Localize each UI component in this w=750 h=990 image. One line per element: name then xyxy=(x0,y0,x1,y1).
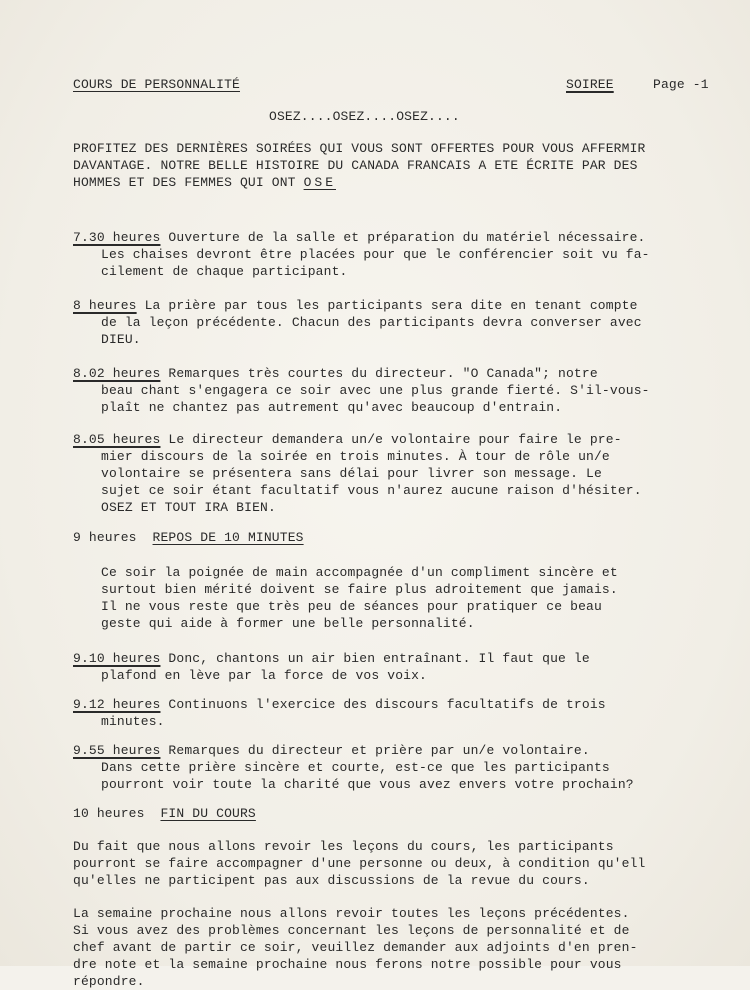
intro-line-text: HOMMES ET DES FEMMES QUI ONT xyxy=(73,175,304,190)
typed-sheet xyxy=(73,74,733,990)
course-title: COURS DE PERSONNALITÉ xyxy=(73,77,240,92)
entry-first-line xyxy=(73,529,733,546)
entry-line: DIEU. xyxy=(101,332,141,347)
entry-time: 9 heures xyxy=(73,530,137,545)
schedule-entry xyxy=(73,297,733,348)
schedule-entry xyxy=(73,742,733,793)
intro-paragraph xyxy=(73,140,733,191)
entry-time: 8.02 heures xyxy=(73,366,161,381)
paragraph-line: surtout bien mérité doivent se faire plus adroitement que jamais. xyxy=(101,582,618,597)
entry-text: Remarques très courtes du directeur. "O Canada"; notre xyxy=(160,366,598,381)
break-paragraph xyxy=(73,564,733,632)
entry-time: 9.55 heures xyxy=(73,743,161,758)
entry-line: plafond en lève par la force de vos voix. xyxy=(101,668,428,683)
entry-line: volontaire se présentera sans délai pour livrer son message. Le xyxy=(101,466,602,481)
entry-spacer xyxy=(137,530,153,545)
entry-line: pourront voir toute la charité que vous avez envers votre prochain? xyxy=(101,777,634,792)
schedule-entry xyxy=(73,805,733,822)
paragraph-line: geste qui aide à former une belle personnalité. xyxy=(101,616,475,631)
entry-text: Le directeur demandera un/e volontaire pour faire le pre- xyxy=(160,432,622,447)
paragraph-line: Si vous avez des problèmes concernant les leçons de personnalité et de xyxy=(73,923,630,938)
closing-paragraph xyxy=(73,905,733,990)
schedule-entry xyxy=(73,529,733,632)
entry-time: 7.30 heures xyxy=(73,230,161,245)
intro-line xyxy=(73,174,733,191)
paragraph-line: dre note et la semaine prochaine nous ferons notre possible pour vous xyxy=(73,957,622,972)
paragraph-line: Il ne vous reste que très peu de séances pour pratiquer ce beau xyxy=(101,599,602,614)
entry-first-line xyxy=(73,742,733,759)
intro-emphasis: OSE xyxy=(303,175,336,190)
entry-text: La prière par tous les participants sera dite en tenant compte xyxy=(136,298,638,313)
schedule-entry xyxy=(73,229,733,280)
entry-first-line xyxy=(73,431,733,448)
entry-title: REPOS DE 10 MINUTES xyxy=(152,530,304,545)
paragraph-line: chef avant de partir ce soir, veuillez demander aux adjoints d'en pren- xyxy=(73,940,638,955)
entry-time: 8 heures xyxy=(73,298,137,313)
entry-first-line xyxy=(73,297,733,314)
entry-time: 10 heures xyxy=(73,806,145,821)
entry-text: Continuons l'exercice des discours facultatifs de trois xyxy=(160,697,606,712)
entry-line: beau chant s'engagera ce soir avec une plus grande fierté. S'il-vous- xyxy=(101,383,650,398)
entry-first-line xyxy=(73,229,733,246)
entry-line: mier discours de la soirée en trois minutes. À tour de rôle un/e xyxy=(101,449,610,464)
intro-line: PROFITEZ DES DERNIÈRES SOIRÉES QUI VOUS SONT OFFERTES POUR VOUS AFFERMIR xyxy=(73,141,646,156)
entry-first-line xyxy=(73,650,733,667)
entry-spacer xyxy=(145,806,161,821)
paragraph-line: La semaine prochaine nous allons revoir toutes les leçons précédentes. xyxy=(73,906,630,921)
schedule-entry xyxy=(73,365,733,416)
slogan: OSEZ....OSEZ....OSEZ.... xyxy=(269,109,460,124)
entry-line: Dans cette prière sincère et courte, est-ce que les participants xyxy=(101,760,610,775)
intro-line: DAVANTAGE. NOTRE BELLE HISTOIRE DU CANADA FRANCAIS A ETE ÉCRITE PAR DES xyxy=(73,158,638,173)
page-number: Page -1 xyxy=(653,77,709,92)
section-title: SOIREE xyxy=(566,77,614,92)
entry-time: 8.05 heures xyxy=(73,432,161,447)
closing-paragraph xyxy=(73,838,733,889)
entry-text: Ouverture de la salle et préparation du matériel nécessaire. xyxy=(160,230,646,245)
entry-first-line xyxy=(73,805,733,822)
schedule-entry xyxy=(73,650,733,684)
paragraph-line: Du fait que nous allons revoir les leçons du cours, les participants xyxy=(73,839,614,854)
schedule-entry xyxy=(73,431,733,516)
entry-line: de la leçon précédente. Chacun des participants devra converser avec xyxy=(101,315,642,330)
paragraph-line: qu'elles ne participent pas aux discussions de la revue du cours. xyxy=(73,873,590,888)
entry-text: Donc, chantons un air bien entraînant. Il faut que le xyxy=(160,651,590,666)
paragraph-line: Ce soir la poignée de main accompagnée d'un compliment sincère et xyxy=(101,565,618,580)
entry-line: sujet ce soir étant facultatif vous n'aurez aucune raison d'hésiter. xyxy=(101,483,642,498)
entry-line: plaît ne chantez pas autrement qu'avec beaucoup d'entrain. xyxy=(101,400,563,415)
entry-time: 9.10 heures xyxy=(73,651,161,666)
entry-line: minutes. xyxy=(101,714,165,729)
entry-line: Les chaises devront être placées pour que le conférencier soit vu fa- xyxy=(101,247,650,262)
entry-line: cilement de chaque participant. xyxy=(101,264,348,279)
entry-text: Remarques du directeur et prière par un/e volontaire. xyxy=(160,743,590,758)
entry-title: FIN DU COURS xyxy=(160,806,256,821)
entry-line: OSEZ ET TOUT IRA BIEN. xyxy=(101,500,276,515)
paragraph-line: pourront se faire accompagner d'une personne ou deux, à condition qu'ell xyxy=(73,856,646,871)
entry-first-line xyxy=(73,696,733,713)
schedule-entry xyxy=(73,696,733,730)
paragraph-line: répondre. xyxy=(73,974,145,989)
page-header xyxy=(73,74,733,96)
entry-time: 9.12 heures xyxy=(73,697,161,712)
entry-first-line xyxy=(73,365,733,382)
